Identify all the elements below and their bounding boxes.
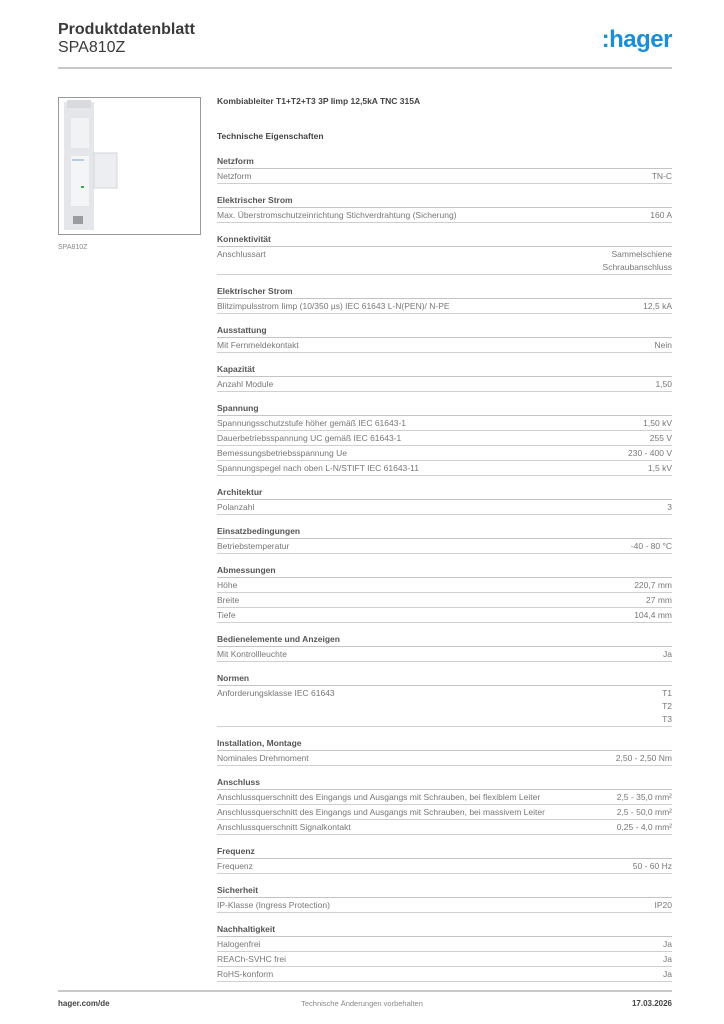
- product-code: SPA810Z: [58, 39, 126, 56]
- spec-label: Anschlussquerschnitt des Eingangs und Ausgangs mit Schrauben, bei massivem Leiter: [217, 807, 545, 817]
- spec-section: [217, 154, 672, 184]
- section-heading: Sicherheit: [217, 883, 672, 898]
- spec-value: 50 - 60 Hz: [632, 861, 672, 871]
- spec-value: 255 V: [649, 433, 672, 443]
- spec-value: 230 - 400 V: [628, 448, 672, 458]
- spec-label: Blitzimpulsstrom Iimp (10/350 µs) IEC 61643 L-N(PEN)/ N-PE: [217, 301, 450, 311]
- spec-label: Höhe: [217, 580, 238, 590]
- section-heading: Kapazität: [217, 362, 672, 377]
- spec-value: Sammelschiene Schraubanschluss: [602, 249, 672, 272]
- spec-label: Spannungsschutzstufe höher gemäß IEC 61643-1: [217, 418, 407, 428]
- spec-label: Anschlussquerschnitt des Eingangs und Ausgangs mit Schrauben, bei flexiblem Leiter: [217, 792, 541, 802]
- spec-row: [217, 859, 672, 874]
- spec-label: Halogenfrei: [217, 939, 261, 949]
- section-heading: Frequenz: [217, 844, 672, 859]
- spec-row: [217, 593, 672, 608]
- spec-row: [217, 937, 672, 952]
- spec-table: [217, 154, 672, 991]
- section-heading: Abmessungen: [217, 563, 672, 578]
- spec-section: [217, 922, 672, 982]
- spec-section: [217, 401, 672, 476]
- spec-label: Mit Fernmeldekontakt: [217, 340, 299, 350]
- section-heading: Nachhaltigkeit: [217, 922, 672, 937]
- image-caption: SPA810Z: [58, 244, 88, 251]
- spec-section: [217, 284, 672, 314]
- spec-row: [217, 446, 672, 461]
- spec-row: [217, 431, 672, 446]
- spec-value: Ja: [663, 969, 672, 979]
- spec-value: 12,5 kA: [643, 301, 672, 311]
- spec-label: Anforderungsklasse IEC 61643: [217, 688, 335, 698]
- footer-notice: Technische Änderungen vorbehalten: [301, 999, 423, 1008]
- spec-label: Anschlussart: [217, 249, 266, 259]
- spec-row: [217, 338, 672, 353]
- spec-row: [217, 247, 672, 275]
- spec-label: IP-Klasse (Ingress Protection): [217, 900, 330, 910]
- document-title: Produktdatenblatt: [58, 21, 195, 38]
- spec-row: [217, 751, 672, 766]
- section-heading: Netzform: [217, 154, 672, 169]
- spec-section: [217, 232, 672, 275]
- spec-label: REACh-SVHC frei: [217, 954, 286, 964]
- spec-value: 220,7 mm: [634, 580, 672, 590]
- spec-label: Breite: [217, 595, 240, 605]
- spec-label: Anschlussquerschnitt Signalkontakt: [217, 822, 351, 832]
- section-heading: Elektrischer Strom: [217, 193, 672, 208]
- spec-value: 1,50: [655, 379, 672, 389]
- spec-row: [217, 416, 672, 431]
- section-heading: Bedienelemente und Anzeigen: [217, 632, 672, 647]
- footer-website[interactable]: hager.com/de: [58, 999, 110, 1008]
- spec-value: Ja: [663, 649, 672, 659]
- section-heading: Elektrischer Strom: [217, 284, 672, 299]
- spec-section: [217, 844, 672, 874]
- section-heading: Normen: [217, 671, 672, 686]
- spec-label: Betriebstemperatur: [217, 541, 290, 551]
- spec-label: Dauerbetriebsspannung UC gemäß IEC 61643-1: [217, 433, 402, 443]
- section-heading: Ausstattung: [217, 323, 672, 338]
- footer-divider: [58, 990, 672, 992]
- spec-value: TN-C: [651, 171, 672, 181]
- spec-label: Polanzahl: [217, 502, 255, 512]
- spec-value: 1,5 kV: [647, 463, 672, 473]
- spec-label: Mit Kontrollleuchte: [217, 649, 287, 659]
- product-image: [58, 97, 201, 235]
- spec-label: RoHS-konform: [217, 969, 274, 979]
- spec-value: 2,5 - 50,0 mm²: [616, 807, 672, 817]
- footer-date: 17.03.2026: [631, 999, 672, 1008]
- spec-section: [217, 632, 672, 662]
- spec-value: 1,50 kV: [643, 418, 672, 428]
- spec-section: [217, 775, 672, 835]
- spec-value: 0,25 - 4,0 mm²: [616, 822, 672, 832]
- spec-value: Ja: [663, 939, 672, 949]
- spec-section: [217, 485, 672, 515]
- spec-value: 160 A: [650, 210, 672, 220]
- spec-section: [217, 671, 672, 727]
- section-heading: Einsatzbedingungen: [217, 524, 672, 539]
- spec-label: Tiefe: [217, 610, 236, 620]
- spec-row: [217, 299, 672, 314]
- spec-label: Nominales Drehmoment: [217, 753, 309, 763]
- spec-value: Nein: [654, 340, 672, 350]
- spec-value: IP20: [654, 900, 672, 910]
- spec-value: 2,5 - 35,0 mm²: [616, 792, 672, 802]
- spec-row: [217, 898, 672, 913]
- spec-section: [217, 323, 672, 353]
- hager-logo: :hager: [601, 26, 672, 53]
- spec-value: T1 T2 T3: [662, 688, 672, 724]
- spec-row: [217, 461, 672, 476]
- spec-row: [217, 647, 672, 662]
- spec-row: [217, 805, 672, 820]
- spec-row: [217, 686, 672, 727]
- technical-properties-heading: Technische Eigenschaften: [217, 131, 324, 141]
- spec-label: Frequenz: [217, 861, 253, 871]
- section-heading: Installation, Montage: [217, 736, 672, 751]
- header-divider: [58, 67, 672, 69]
- spec-value: 27 mm: [646, 595, 672, 605]
- spec-row: [217, 952, 672, 967]
- spec-value: -40 - 80 °C: [630, 541, 672, 551]
- spec-row: [217, 790, 672, 805]
- spec-value: 104,4 mm: [634, 610, 672, 620]
- spec-section: [217, 193, 672, 223]
- spec-section: [217, 524, 672, 554]
- spec-section: [217, 362, 672, 392]
- spec-row: [217, 500, 672, 515]
- spec-row: [217, 169, 672, 184]
- spec-section: [217, 883, 672, 913]
- spec-section: [217, 563, 672, 623]
- spec-row: [217, 578, 672, 593]
- spec-row: [217, 967, 672, 982]
- spec-row: [217, 608, 672, 623]
- spec-label: Netzform: [217, 171, 252, 181]
- spec-label: Spannungspegel nach oben L-N/STIFT IEC 61643-11: [217, 463, 419, 473]
- spec-label: Bemessungsbetriebsspannung Ue: [217, 448, 347, 458]
- section-heading: Architektur: [217, 485, 672, 500]
- section-heading: Anschluss: [217, 775, 672, 790]
- spec-row: [217, 820, 672, 835]
- spec-row: [217, 377, 672, 392]
- spec-row: [217, 208, 672, 223]
- section-heading: Spannung: [217, 401, 672, 416]
- spec-value: 2,50 - 2,50 Nm: [615, 753, 672, 763]
- product-name: Kombiableiter T1+T2+T3 3P Iimp 12,5kA TNC 315A: [217, 96, 421, 106]
- section-heading: Konnektivität: [217, 232, 672, 247]
- spec-row: [217, 539, 672, 554]
- spec-value: 3: [667, 502, 672, 512]
- spec-label: Max. Überstromschutzeinrichtung Stichverdrahtung (Sicherung): [217, 210, 457, 220]
- spec-label: Anzahl Module: [217, 379, 274, 389]
- spec-section: [217, 736, 672, 766]
- spec-value: Ja: [663, 954, 672, 964]
